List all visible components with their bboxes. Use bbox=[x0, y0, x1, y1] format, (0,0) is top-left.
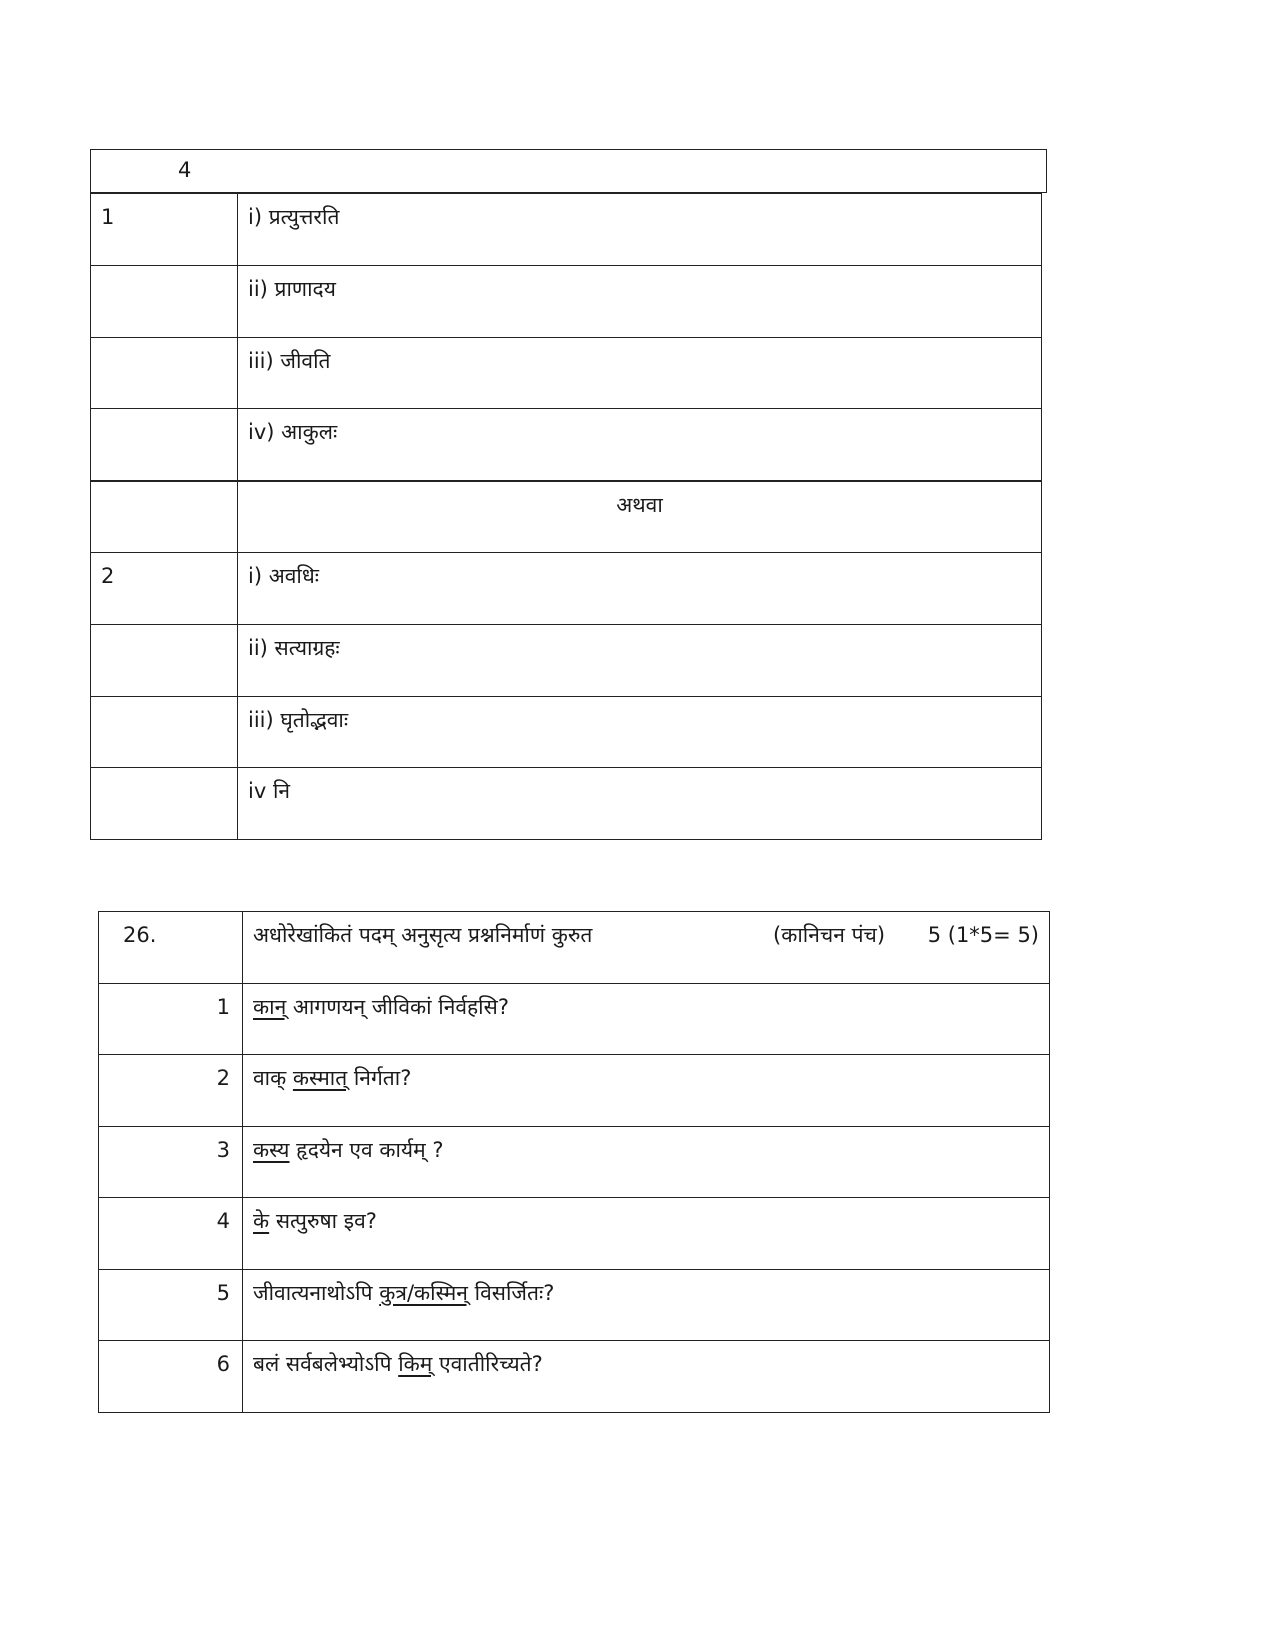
row-number bbox=[91, 768, 238, 840]
or-divider-text: अथवा bbox=[238, 481, 1042, 553]
row-text: iv नि bbox=[238, 768, 1042, 840]
marks: 5 (1*5= 5) bbox=[927, 923, 1039, 947]
row-text: i) अवधिः bbox=[238, 552, 1042, 624]
table-row-or bbox=[91, 481, 1042, 553]
row-text: iii) जीवति bbox=[238, 337, 1042, 409]
sentence-pre: वाक् bbox=[253, 1066, 293, 1090]
item-number: 4 bbox=[99, 1198, 243, 1270]
row-number bbox=[91, 481, 238, 553]
item-number: 1 bbox=[99, 983, 243, 1055]
item-sentence bbox=[243, 1269, 1050, 1341]
sentence-pre: बलं सर्वबलेभ्योऽपि bbox=[253, 1352, 399, 1376]
row-text: iv) आकुलः bbox=[238, 409, 1042, 481]
table-row bbox=[99, 1269, 1050, 1341]
section1-header bbox=[90, 149, 1047, 193]
table-row bbox=[99, 1055, 1050, 1127]
sentence-post: सत्पुरुषा इव? bbox=[269, 1209, 377, 1233]
item-sentence bbox=[243, 1126, 1050, 1198]
underlined-word: कस्मात् bbox=[292, 1066, 348, 1090]
question-instruction: अधोरेखांकितं पदम् अनुसृत्य प्रश्ननिर्माणं कुरुत bbox=[253, 923, 593, 947]
sentence-post: आगणयन् जीविकां निर्वहसि? bbox=[286, 994, 509, 1019]
row-text: i) प्रत्युत्तरति bbox=[238, 194, 1042, 266]
table-row bbox=[91, 696, 1042, 768]
sentence-post: एवातीरिच्यते? bbox=[432, 1352, 543, 1376]
sentence-post: विसर्जितः? bbox=[467, 1280, 555, 1305]
underlined-word: कुत्र/कस्मिन् bbox=[379, 1280, 468, 1305]
item-sentence bbox=[243, 1055, 1050, 1127]
question-header-row bbox=[99, 912, 1050, 984]
item-sentence bbox=[243, 1198, 1050, 1270]
table-row bbox=[91, 552, 1042, 624]
sentence-post: निर्गता? bbox=[347, 1066, 412, 1090]
question-number: 26. bbox=[99, 912, 243, 984]
sentence-post: हृदयेन एव कार्यम् ? bbox=[289, 1137, 444, 1162]
row-number bbox=[91, 696, 238, 768]
section1-number: 4 bbox=[178, 158, 192, 182]
underlined-word: किम् bbox=[398, 1352, 433, 1376]
answer-table bbox=[90, 193, 1042, 840]
row-number bbox=[91, 624, 238, 696]
question-table bbox=[98, 911, 1050, 1413]
item-number: 5 bbox=[99, 1269, 243, 1341]
row-text: iii) घृतोद्भवाः bbox=[238, 696, 1042, 768]
row-number bbox=[91, 337, 238, 409]
table-row bbox=[91, 337, 1042, 409]
underlined-word: के bbox=[253, 1209, 270, 1233]
item-sentence bbox=[243, 1341, 1050, 1413]
row-number: 2 bbox=[91, 552, 238, 624]
table-row bbox=[91, 265, 1042, 337]
table-row bbox=[91, 624, 1042, 696]
row-number bbox=[91, 265, 238, 337]
item-number: 2 bbox=[99, 1055, 243, 1127]
table-row bbox=[99, 1126, 1050, 1198]
question-header bbox=[243, 912, 1050, 984]
table-row bbox=[99, 1341, 1050, 1413]
table-row bbox=[99, 983, 1050, 1055]
row-number: 1 bbox=[91, 194, 238, 266]
table-row bbox=[91, 768, 1042, 840]
table-row bbox=[91, 409, 1042, 481]
underlined-word: कस्य bbox=[253, 1137, 290, 1162]
row-text: ii) प्राणादय bbox=[238, 265, 1042, 337]
item-number: 3 bbox=[99, 1126, 243, 1198]
underlined-word: कान् bbox=[253, 994, 287, 1019]
item-number: 6 bbox=[99, 1341, 243, 1413]
table-row bbox=[99, 1198, 1050, 1270]
sentence-pre: जीवात्यनाथोऽपि bbox=[253, 1280, 380, 1305]
table-row bbox=[91, 194, 1042, 266]
item-sentence bbox=[243, 983, 1050, 1055]
choice-note: (कानिचन पंच) bbox=[773, 923, 886, 947]
row-number bbox=[91, 409, 238, 481]
row-text: ii) सत्याग्रहः bbox=[238, 624, 1042, 696]
